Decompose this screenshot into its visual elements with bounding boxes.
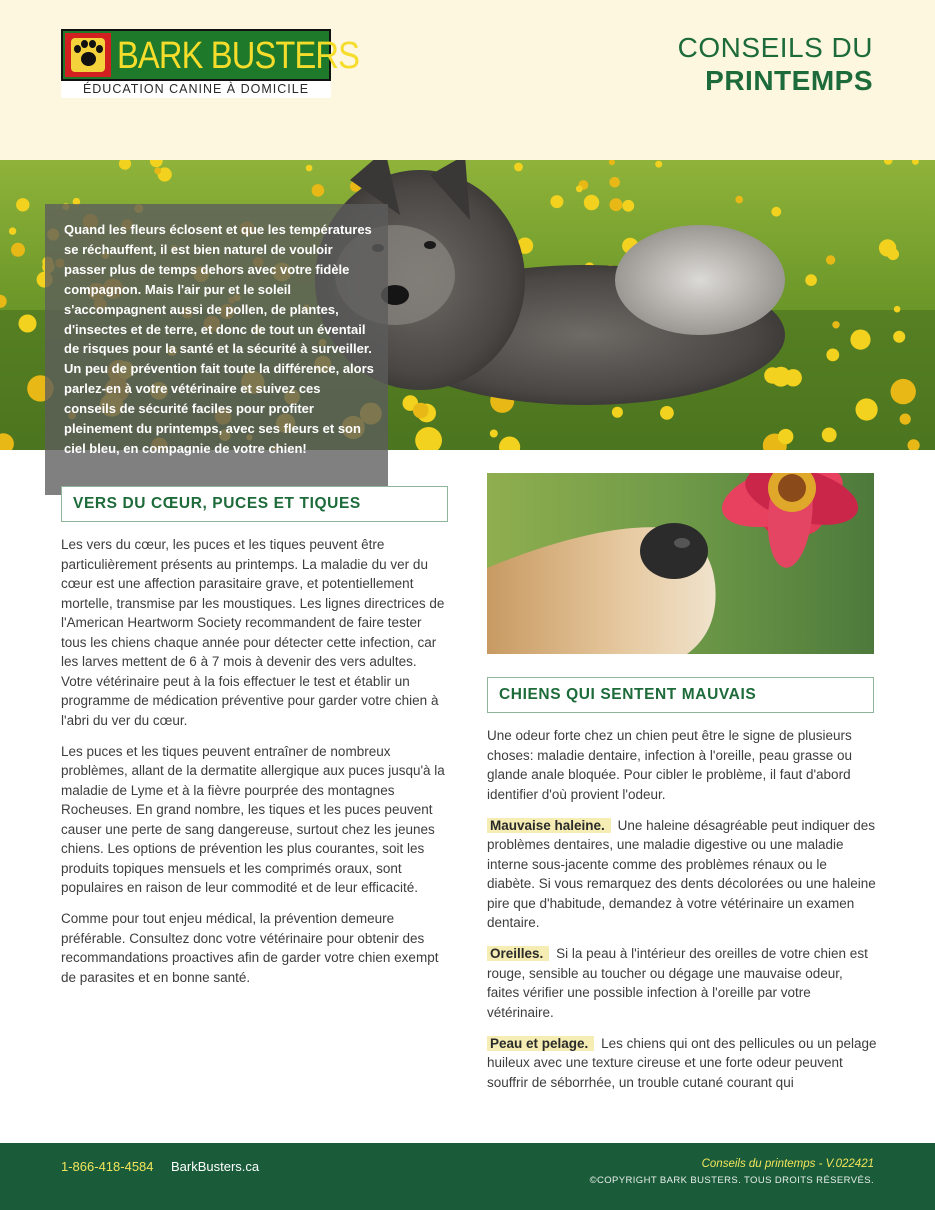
tip-text: Si la peau à l'intérieur des oreilles de votre chien est rouge, sensible au toucher ou dégage une mauvaise odeur, faites vérifier une possible infection à l'oreille par votre vétérinaire.	[487, 946, 868, 1020]
intro-text: Quand les fleurs éclosent et que les températures se réchauffent, il est bien naturel de vouloir passer plus de temps dehors avec votre fidèle compagnon. Mais l'air pur et le soleil s'accompagnent aussi de pollen, de plantes, d'insectes et de terre, et donc de tout un éventail de risques pour la santé et la sécurité à surveiller. Un peu de prévention fait toute la différence, alors parlez-en à votre vétérinaire et suivez ces conseils de sécurité faciles pour profiter pleinement du printemps, avec ses fleurs et son ciel bleu, en compagnie de votre chien!	[64, 222, 374, 456]
dandelion-flower	[850, 330, 870, 350]
dandelion-flower	[610, 198, 623, 211]
section-title-heartworm: VERS DU CŒUR, PUCES ET TIQUES	[61, 486, 448, 522]
dandelion-flower	[413, 403, 429, 419]
tip-label: Peau et pelage.	[487, 1036, 594, 1051]
dandelion-flower	[778, 429, 793, 444]
dandelion-flower	[11, 243, 25, 257]
dandelion-flower	[856, 398, 878, 420]
tip-bad-breath	[487, 816, 877, 933]
logo-tagline: ÉDUCATION CANINE À DOMICILE	[61, 81, 331, 98]
paragraph: Les vers du cœur, les puces et les tiques peuvent être particulièrement présents au printemps. La maladie du ver du cœur est une affection parasitaire grave, et potentiellement mortelle, transmise par les moustiques. Les lignes directrices de l'American Heartworm Society recommandent de faire tester tous les chiens chaque année pour détecter cette infection, car les larves mettent de 6 à 7 mois à devenir des vers adultes. Votre vétérinaire peut à la fois effectuer le test et établir un programme de médication préventive pour garder votre chien à l'abri du ver du cœur.	[61, 537, 445, 728]
page-title-line2: PRINTEMPS	[705, 65, 873, 96]
footer-website: BarkBusters.ca	[171, 1159, 260, 1174]
dandelion-flower	[622, 200, 634, 212]
dandelion-flower	[822, 428, 837, 443]
logo-brand-text: BARK BUSTERS	[117, 35, 360, 77]
dandelion-flower	[16, 198, 29, 211]
dandelion-flower	[900, 414, 911, 425]
dandelion-flower	[19, 315, 37, 333]
intro-overlay	[45, 204, 388, 495]
dandelion-flower	[584, 195, 599, 210]
paragraph: Les puces et les tiques peuvent entraîner de nombreux problèmes, allant de la dermatite allergique aux puces jusqu'à la maladie de Lyme et à la fièvre pourprée des montagnes Rocheuses. En grand nombre, les tiques et les puces peuvent causer une perte de sang dangereuse, surtout chez les jeunes chiens. Les options de prévention les plus courantes, soit les produits topiques mensuels et les comprimés oraux, sont populaires en raison de leur commodité et de leur efficacité.	[61, 743, 445, 895]
tip-text: Une haleine désagréable peut indiquer des problèmes dentaires, une maladie digestive ou une maladie interne sous-jacente comme des problèmes rénaux ou le diabète. Si vous remarquez des dents décolorées ou une haleine pire que d'habitude, demandez à votre vétérinaire un examen dentaire.	[487, 817, 876, 930]
bark-busters-logo	[61, 29, 360, 98]
dandelion-flower	[771, 367, 791, 387]
section-smelly-dogs-body	[487, 726, 877, 1104]
paragraph: Une odeur forte chez un chien peut être le signe de plusieurs choses: maladie dentaire, infection à l'oreille, peau grasse ou glande anale bloquée. Pour cibler le problème, il faut d'abord identifier d'où provient l'odeur.	[487, 728, 853, 802]
tip-label: Mauvaise haleine.	[487, 818, 611, 833]
dandelion-flower	[576, 185, 583, 192]
tip-label: Oreilles.	[487, 946, 549, 961]
page-title	[678, 32, 873, 98]
footer	[0, 1143, 935, 1210]
tip-text: Les chiens qui ont des pellicules ou un pelage huileux avec une texture cireuse et une forte odeur peuvent souffrir de séborrhée, un trouble cutané courant qui	[487, 1035, 877, 1090]
dandelion-flower	[894, 306, 901, 313]
dandelion-flower	[609, 177, 620, 188]
dandelion-flower	[735, 196, 743, 204]
paw-icon	[65, 33, 111, 77]
dandelion-flower	[655, 161, 662, 168]
page-title-line1: CONSEILS DU	[677, 32, 873, 63]
dandelion-flower	[891, 379, 916, 404]
dandelion-flower	[312, 184, 325, 197]
dandelion-flower	[612, 407, 623, 418]
dandelion-flower	[805, 274, 817, 286]
photo-dog-sniffing-flower	[487, 473, 874, 654]
footer-phone: 1-866-418-4584	[61, 1159, 154, 1174]
dandelion-flower	[490, 430, 498, 438]
dandelion-flower	[893, 331, 905, 343]
dandelion-flower	[306, 165, 313, 172]
logo-banner	[61, 29, 360, 81]
tip-ears	[487, 944, 877, 1022]
footer-copyright: ©COPYRIGHT BARK BUSTERS. TOUS DROITS RÉSERVÉS.	[589, 1175, 874, 1186]
tip-skin-coat	[487, 1034, 877, 1093]
section-heartworm-body	[61, 535, 450, 999]
section-title-smelly-dogs: CHIENS QUI SENTENT MAUVAIS	[487, 677, 874, 713]
dandelion-flower	[514, 163, 523, 172]
dandelion-flower	[826, 255, 835, 264]
dandelion-flower	[9, 227, 16, 234]
footer-doc-reference: Conseils du printemps - V.022421	[701, 1158, 874, 1170]
dandelion-flower	[550, 195, 563, 208]
dandelion-flower	[771, 207, 781, 217]
dandelion-flower	[826, 349, 839, 362]
dandelion-flower	[660, 406, 674, 420]
dandelion-flower	[832, 321, 839, 328]
dandelion-flower	[879, 239, 896, 256]
dandelion-flower	[154, 167, 161, 174]
paragraph: Comme pour tout enjeu médical, la prévention demeure préférable. Consultez donc votre vétérinaire pour obtenir des recommandations proactives afin de garder votre chien exempt de parasites et en bonne santé.	[61, 911, 439, 985]
